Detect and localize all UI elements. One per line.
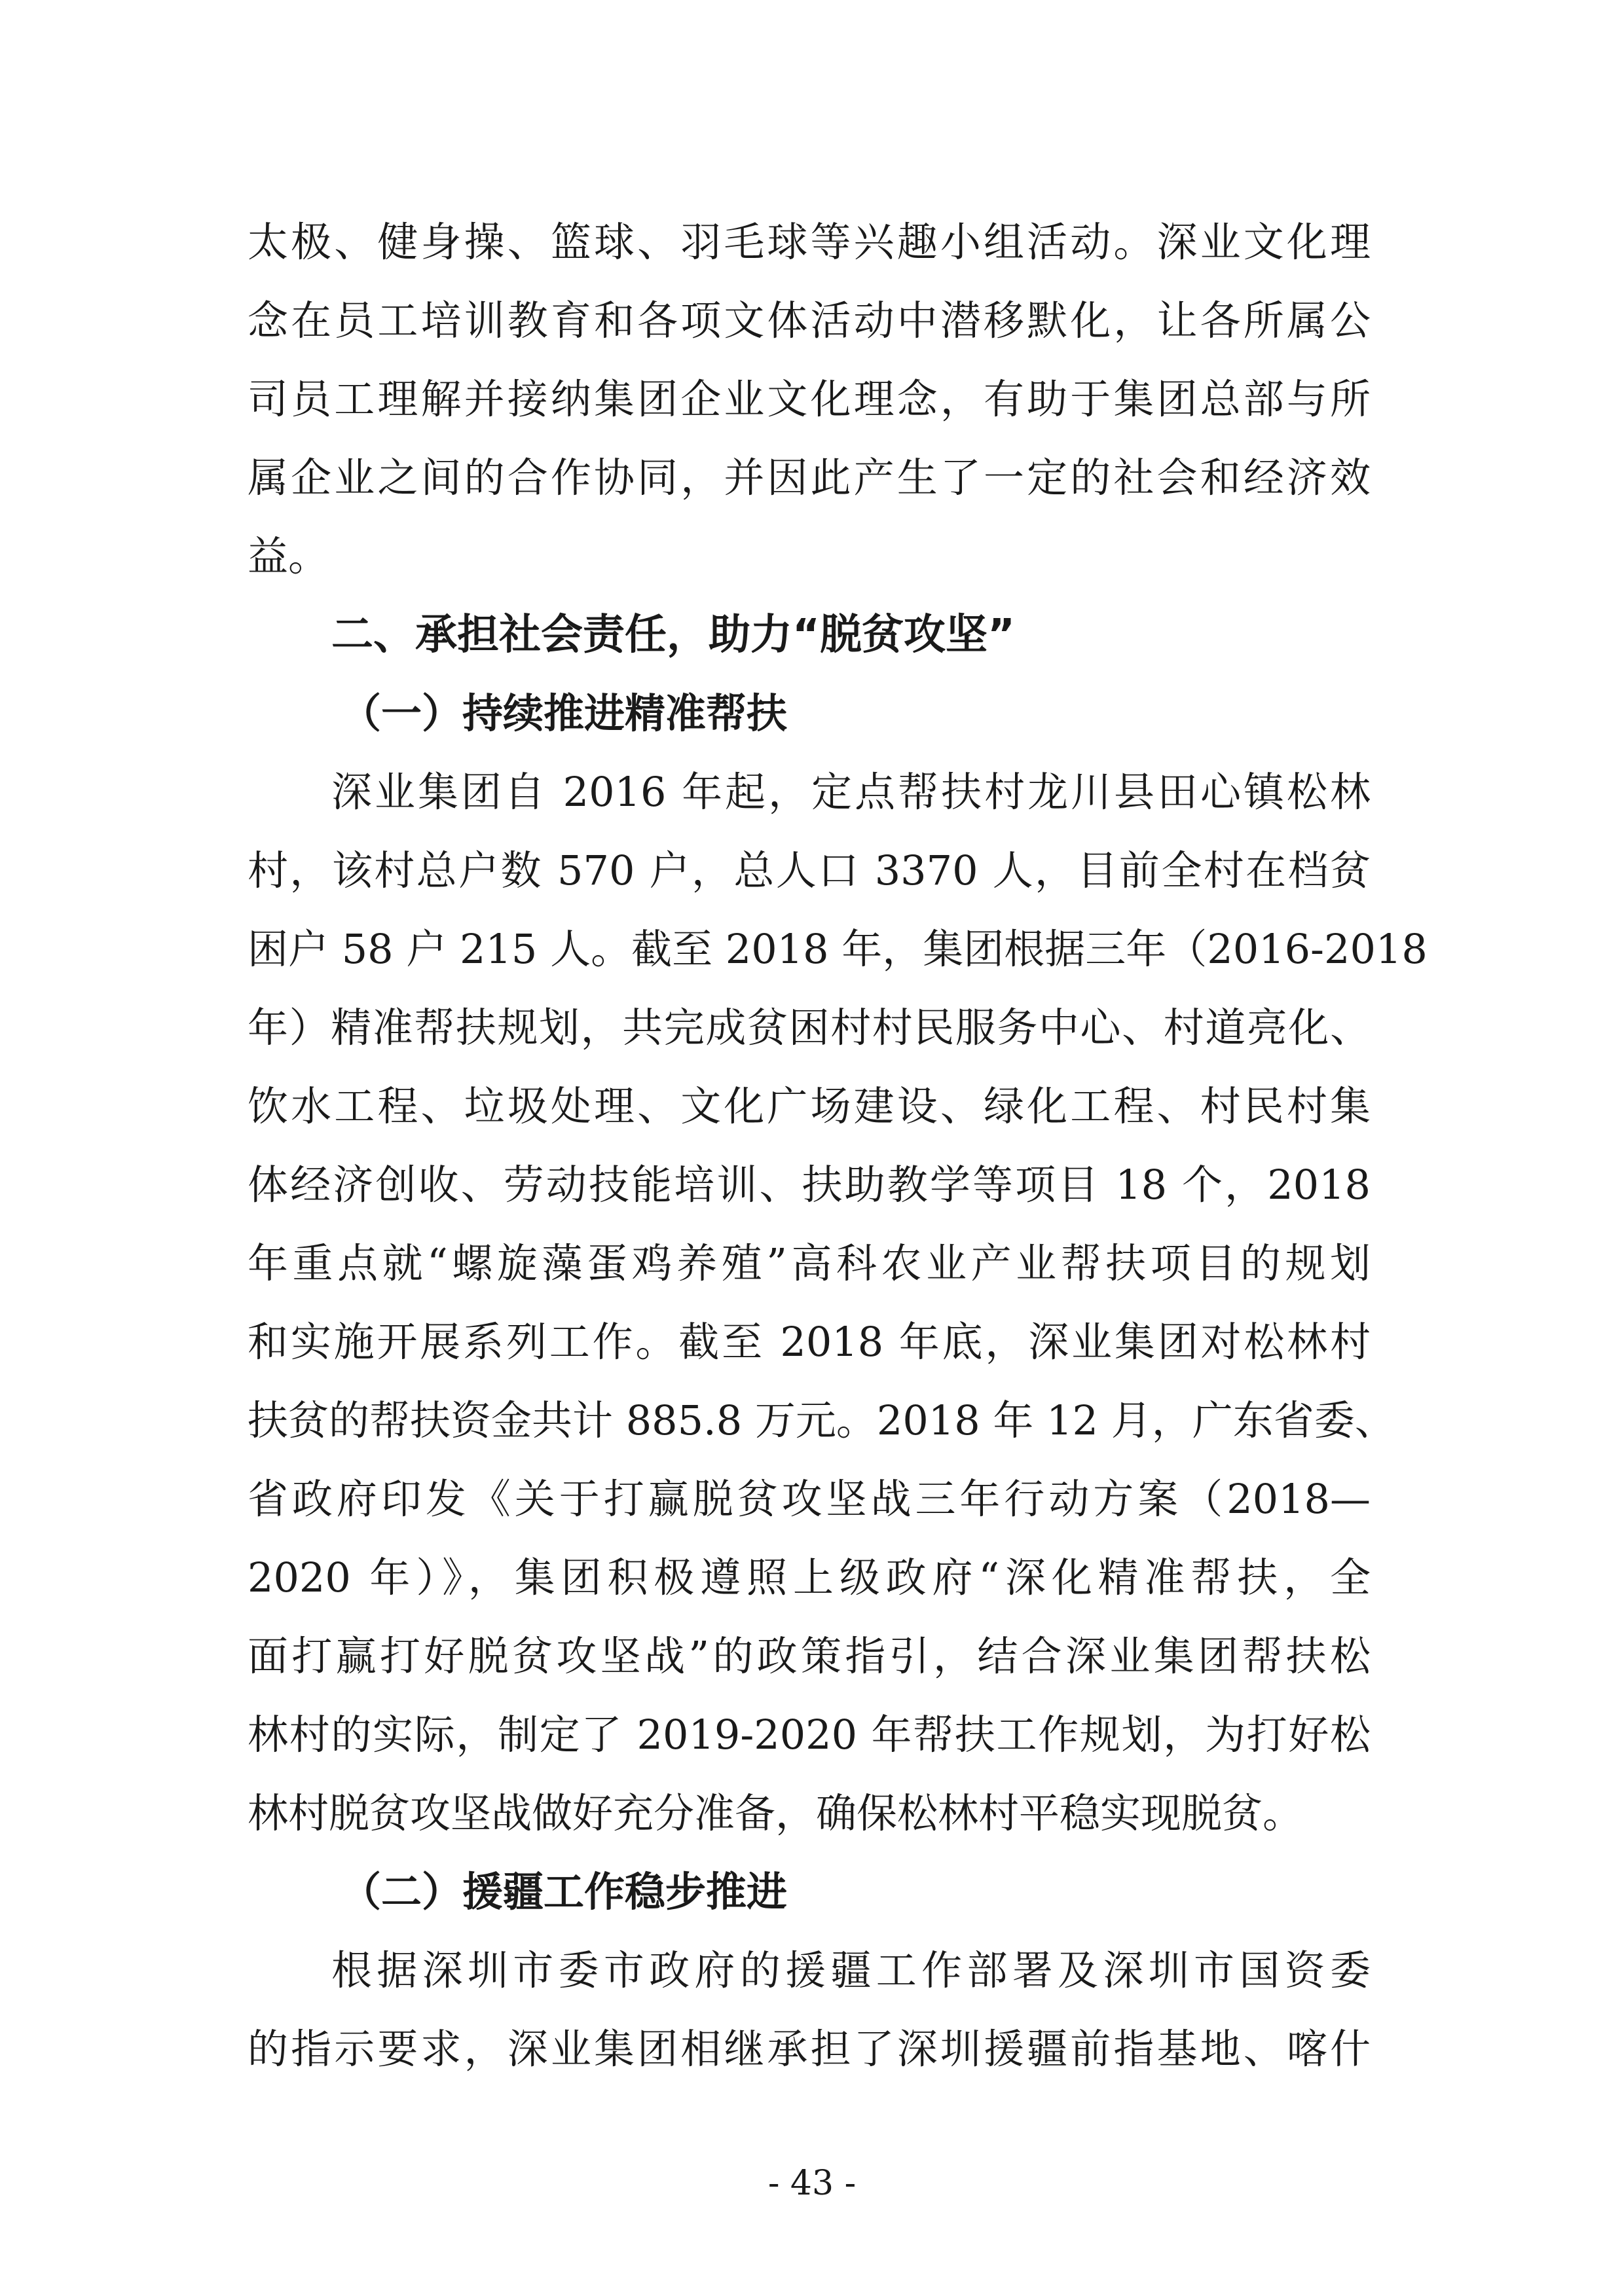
paragraph-line: 和实施开展系列工作。截至 2018 年底，深业集团对松林村 [248, 1318, 1371, 1366]
paragraph-line: 根据深圳市委市政府的援疆工作部署及深圳市国资委 [331, 1946, 1371, 1994]
section-heading: 二、承担社会责任，助力“脱贫攻坚” [331, 611, 1016, 659]
paragraph-line: 益。 [248, 532, 329, 580]
page-number: - 43 - [767, 2164, 857, 2203]
paragraph-line: 的指示要求，深业集团相继承担了深圳援疆前指基地、喀什 [248, 2025, 1371, 2073]
subsection-heading: （二）援疆工作稳步推进 [341, 1868, 788, 1916]
paragraph-line: 饮水工程、垃圾处理、文化广场建设、绿化工程、村民村集 [248, 1082, 1371, 1130]
paragraph-line: 林村脱贫攻坚战做好充分准备，确保松林村平稳实现脱贫。 [248, 1789, 1304, 1837]
paragraph-line: 属企业之间的合作协同，并因此产生了一定的社会和经济效 [248, 454, 1371, 501]
paragraph-line: 深业集团自 2016 年起，定点帮扶村龙川县田心镇松林 [331, 768, 1371, 816]
paragraph-line: 念在员工培训教育和各项文体活动中潜移默化，让各所属公 [248, 297, 1371, 344]
paragraph-line: 省政府印发《关于打赢脱贫攻坚战三年行动方案（2018— [248, 1475, 1371, 1523]
subsection-heading: （一）持续推进精准帮扶 [341, 689, 788, 737]
paragraph-line: 面打赢打好脱贫攻坚战”的政策指引，结合深业集团帮扶松 [248, 1632, 1371, 1680]
paragraph-line: 扶贫的帮扶资金共计 885.8 万元。2018 年 12 月，广东省委、 [248, 1396, 1395, 1444]
paragraph-line: 年重点就“螺旋藻蛋鸡养殖”高科农业产业帮扶项目的规划 [248, 1239, 1371, 1287]
paragraph-line: 年）精准帮扶规划，共完成贫困村村民服务中心、村道亮化、 [248, 1004, 1371, 1051]
paragraph-line: 林村的实际，制定了 2019-2020 年帮扶工作规划，为打好松 [248, 1711, 1371, 1758]
paragraph-line: 体经济创收、劳动技能培训、扶助教学等项目 18 个，2018 [248, 1161, 1371, 1209]
paragraph-line: 困户 58 户 215 人。截至 2018 年，集团根据三年（2016-2018 [248, 925, 1428, 973]
paragraph-line: 村，该村总户数 570 户，总人口 3370 人，目前全村在档贫 [248, 847, 1371, 894]
paragraph-line: 司员工理解并接纳集团企业文化理念，有助于集团总部与所 [248, 375, 1371, 423]
paragraph-line: 2020 年）》，集团积极遵照上级政府“深化精准帮扶，全 [248, 1554, 1371, 1601]
paragraph-line: 太极、健身操、篮球、羽毛球等兴趣小组活动。深业文化理 [248, 218, 1371, 266]
